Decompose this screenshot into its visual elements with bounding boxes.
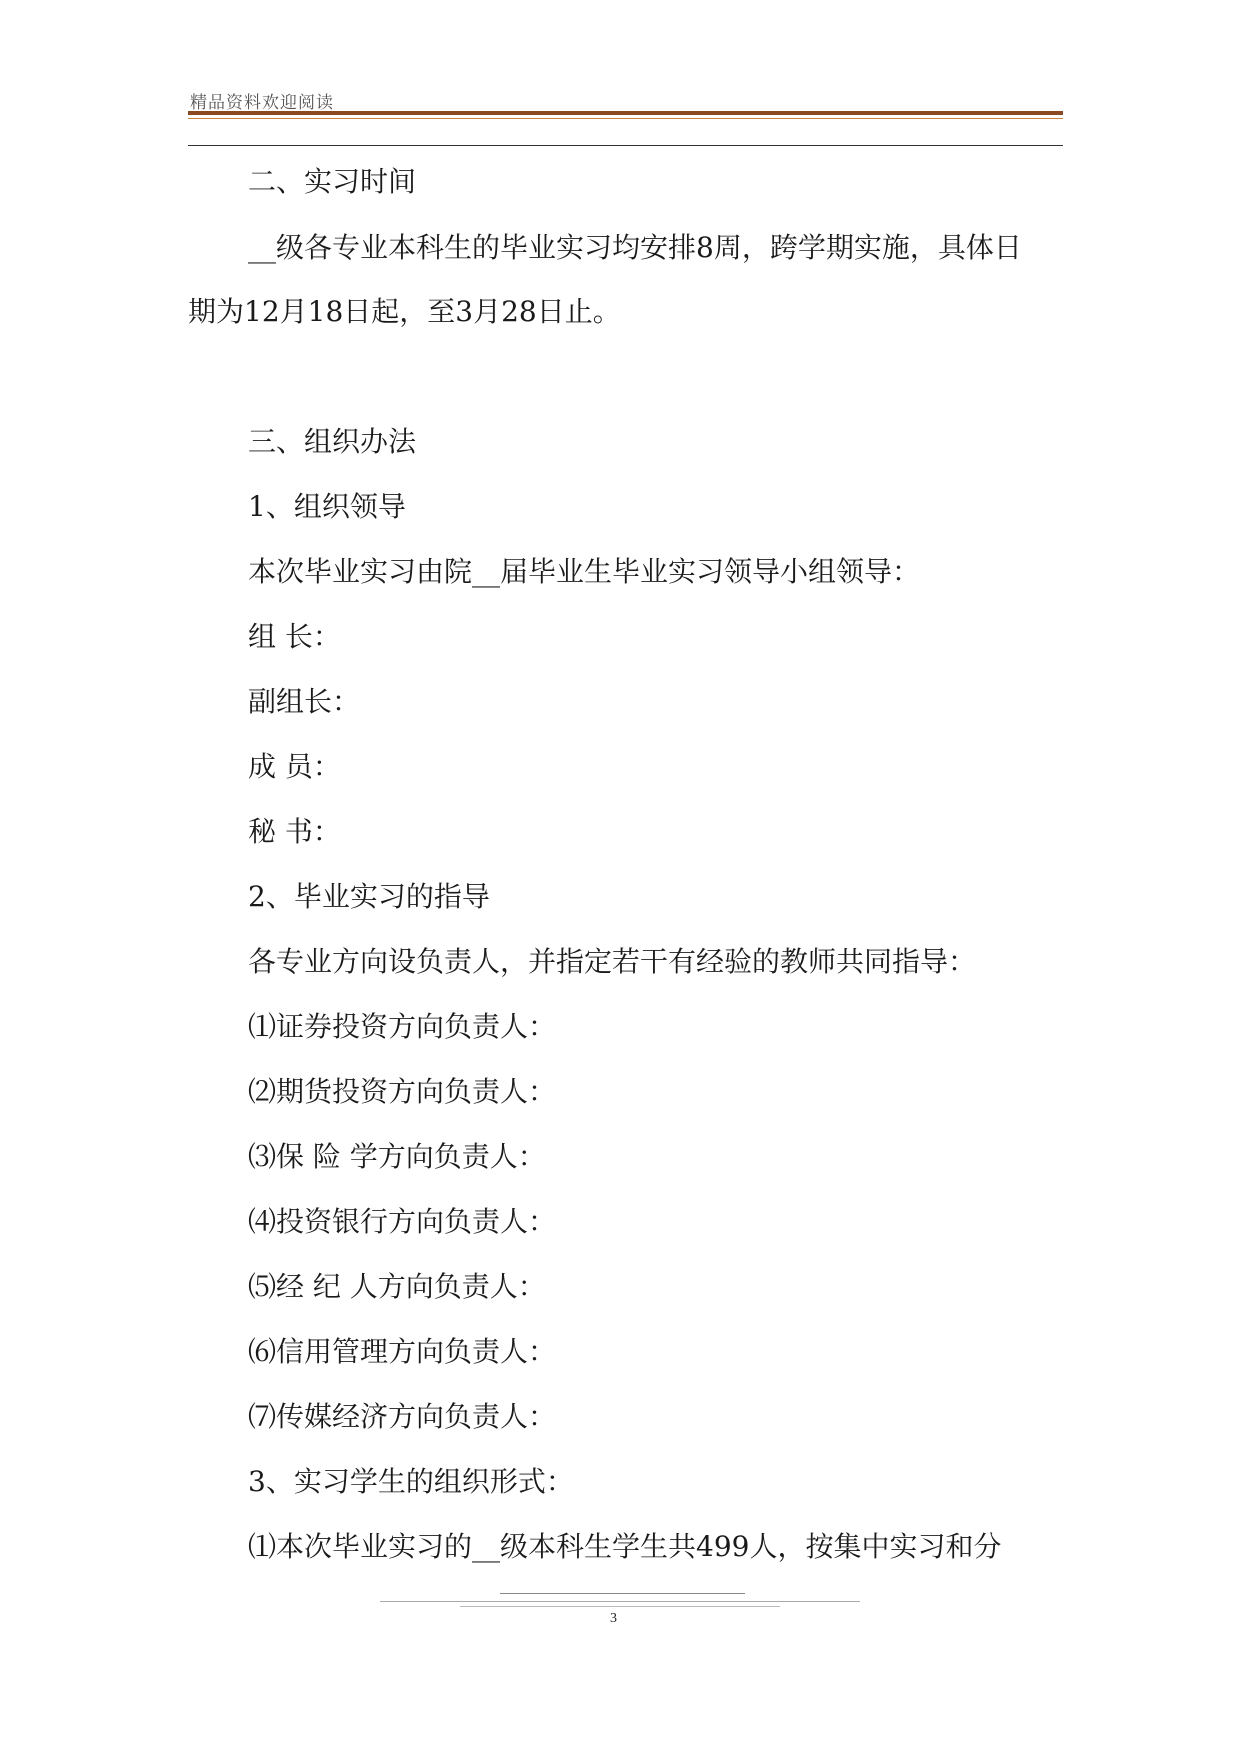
footer-rule <box>500 1593 745 1594</box>
subsection-heading: 1、组织领导 <box>248 490 406 523</box>
paragraph-line: 期为12月18日起，至3月28日止。 <box>188 295 621 328</box>
list-item: ⑸经 纪 人方向负责人： <box>248 1270 546 1303</box>
footer-rule <box>380 1601 860 1602</box>
subsection-heading: 3、实习学生的组织形式： <box>248 1465 574 1498</box>
paragraph-line: __级各专业本科生的毕业实习均安排8周，跨学期实施，具体日 <box>248 231 1022 264</box>
list-item: ⑺传媒经济方向负责人： <box>248 1400 557 1433</box>
list-item: 秘 书： <box>248 815 341 848</box>
section-heading: 二、实习时间 <box>248 165 417 198</box>
section-heading: 三、组织办法 <box>248 425 417 458</box>
list-item: ⑷投资银行方向负责人： <box>248 1205 557 1238</box>
paragraph-line: ⑴本次毕业实习的__级本科生学生共499人，按集中实习和分 <box>248 1530 1002 1563</box>
list-item: ⑵期货投资方向负责人： <box>248 1075 557 1108</box>
subsection-heading: 2、毕业实习的指导 <box>248 880 490 913</box>
header-title: 精品资料欢迎阅读 <box>190 93 334 113</box>
paragraph-line: 各专业方向设负责人，并指定若干有经验的教师共同指导： <box>248 945 977 978</box>
header-rule-bottom <box>188 145 1063 146</box>
page-number: 3 <box>610 1611 617 1626</box>
list-item: ⑴证券投资方向负责人： <box>248 1010 557 1043</box>
paragraph-line: 本次毕业实习由院__届毕业生毕业实习领导小组领导： <box>248 555 921 588</box>
list-item: 组 长： <box>248 620 341 653</box>
list-item: 成 员： <box>248 750 341 783</box>
list-item: ⑹信用管理方向负责人： <box>248 1335 557 1368</box>
header-rule-thin <box>188 118 1063 119</box>
list-item: ⑶保 险 学方向负责人： <box>248 1140 546 1173</box>
list-item: 副组长： <box>248 685 361 718</box>
footer-rule <box>460 1606 780 1607</box>
header-rule-thick <box>188 111 1063 115</box>
